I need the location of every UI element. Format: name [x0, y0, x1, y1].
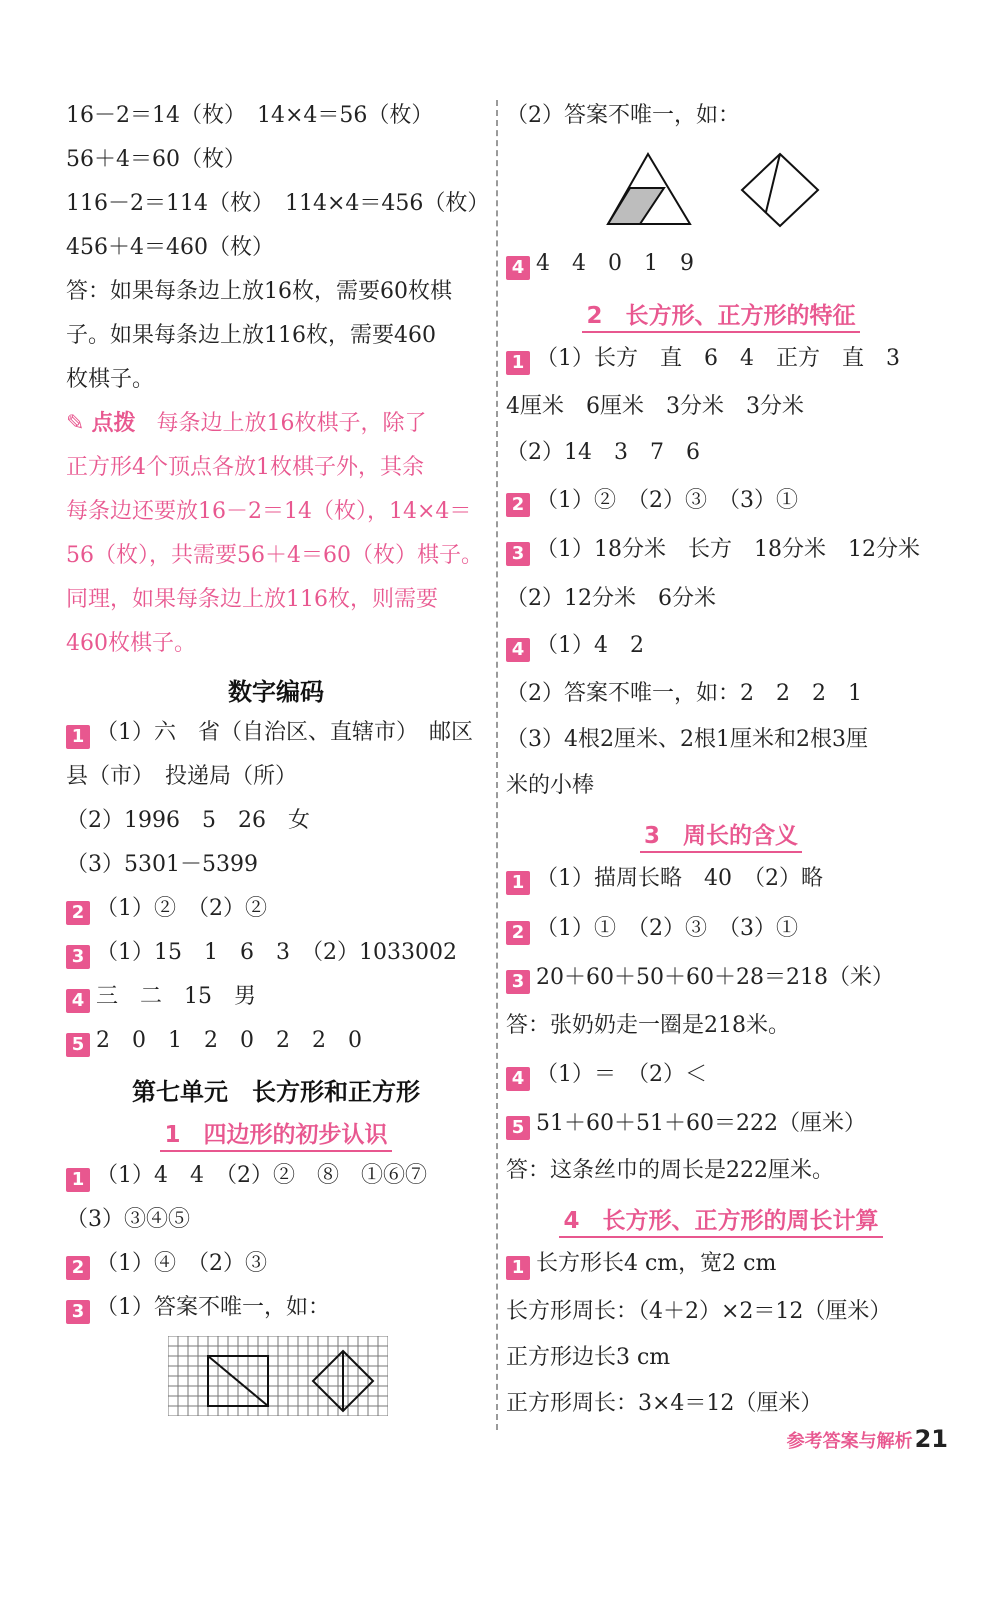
- answer-item: [506, 1249, 776, 1280]
- page-number: 21: [914, 1425, 948, 1453]
- question-number: 1: [66, 725, 90, 749]
- answer-text: 51＋60＋51＋60＝222（厘米）: [536, 1111, 866, 1136]
- hint-line: 每条边还要放16－2＝14（枚），14×4＝: [66, 499, 472, 524]
- hint-line: 460枚棋子。: [66, 631, 196, 656]
- answer-line: 子。如果每条边上放116枚，需要460: [66, 323, 436, 348]
- answer-text: （2）1996 5 26 女: [66, 808, 310, 833]
- column-divider: [496, 100, 498, 1430]
- question-number: 2: [66, 1256, 90, 1280]
- answer-item: [506, 771, 594, 801]
- question-number: 3: [506, 970, 530, 994]
- subsection-title: [506, 1202, 936, 1235]
- hint-line: 同理，如果每条边上放116枚，则需要: [66, 587, 438, 612]
- question-number: 1: [506, 351, 530, 375]
- hint-label: 点拨: [91, 411, 136, 436]
- answer-item: [506, 679, 862, 709]
- section-title: 数字编码: [228, 678, 324, 706]
- question-number: 1: [506, 871, 530, 895]
- answer-text: 20＋60＋50＋60＋28＝218（米）: [536, 965, 894, 990]
- question-number: 3: [66, 945, 90, 969]
- answer-text: （1）① （2）③ （3）①: [536, 916, 798, 941]
- question-number: 4: [506, 638, 530, 662]
- calc-line: 56＋4＝60（枚）: [66, 147, 246, 172]
- answer-text: 县（市） 投递局（所）: [66, 764, 298, 789]
- answer-text: （2）答案不唯一，如：2 2 2 1: [506, 681, 862, 706]
- answer-item: [506, 1297, 891, 1327]
- answer-item: [66, 894, 267, 925]
- answer-text: （1）长方 直 6 4 正方 直 3: [536, 346, 900, 371]
- question-number: 4: [506, 1067, 530, 1091]
- calc-line: 116－2＝114（枚） 114×4＝456（枚）: [66, 191, 490, 216]
- answer-text: 2 0 1 2 0 2 2 0: [96, 1028, 362, 1053]
- answer-item: [506, 864, 823, 895]
- subsection-title: [506, 817, 936, 850]
- hint-line: 正方形4个顶点各放1枚棋子外，其余: [66, 455, 424, 480]
- calc-line: 16－2＝14（枚） 14×4＝56（枚）: [66, 103, 434, 128]
- answer-text: （1）② （2）③ （3）①: [536, 488, 798, 513]
- answer-line: 枚棋子。: [66, 367, 155, 392]
- answer-item: [506, 725, 868, 755]
- pencil-icon: ✎: [66, 411, 85, 436]
- subsection-title-text: 1 四边形的初步认识: [160, 1122, 391, 1152]
- subsection-title-text: 4 长方形、正方形的周长计算: [559, 1208, 882, 1238]
- answer-item: [66, 1249, 267, 1280]
- answer-item: [506, 486, 798, 517]
- subsection-title: [506, 297, 936, 330]
- answer-item: [506, 1343, 670, 1373]
- page-footer: [787, 1425, 948, 1453]
- answer-text: （3）③④⑤: [66, 1207, 190, 1232]
- answer-item: [66, 1026, 362, 1057]
- grid-diagram: [168, 1336, 388, 1416]
- question-number: 2: [66, 901, 90, 925]
- answer-item: [66, 1293, 330, 1324]
- answer-line: 答：如果每条边上放16枚，需要60枚棋: [66, 279, 452, 304]
- question-number: 2: [506, 493, 530, 517]
- subsection-title-text: 3 周长的含义: [640, 823, 802, 853]
- question-number: 3: [506, 542, 530, 566]
- answer-text: （2）14 3 7 6: [506, 440, 700, 465]
- answer-item: [506, 1109, 866, 1140]
- answer-line: （2）答案不唯一，如：: [506, 103, 740, 128]
- question-number: 3: [66, 1300, 90, 1324]
- answer-text: 米的小棒: [506, 773, 595, 798]
- shapes-diagram: [606, 152, 826, 232]
- hint-line: 56（枚），共需要56＋4＝60（枚）棋子。: [66, 543, 483, 568]
- question-number: 4: [66, 989, 90, 1013]
- answer-text: （1）描周长略 40 （2）略: [536, 866, 823, 891]
- answer-item: [506, 535, 920, 566]
- answer-item: [506, 631, 644, 662]
- question-number: 2: [506, 921, 530, 945]
- answer-text: （1）4 2: [536, 633, 644, 658]
- answer-text: （1）18分米 长方 18分米 12分米: [536, 537, 920, 562]
- answer-item: [506, 392, 804, 422]
- answer-text: （2）12分米 6分米: [506, 586, 716, 611]
- answer-text: 长方形周长：（4＋2）×2＝12（厘米）: [506, 1299, 892, 1324]
- answer-text: 正方形周长：3×4＝12（厘米）: [506, 1391, 823, 1416]
- subsection-title-text: 2 长方形、正方形的特征: [582, 303, 859, 333]
- answer-item: [66, 1205, 190, 1235]
- answer-text: （1）4 4 （2）② ⑧ ①⑥⑦: [96, 1163, 427, 1188]
- answer-text: 答：张奶奶走一圈是218米。: [506, 1013, 790, 1038]
- answer-item: [506, 914, 798, 945]
- answer-text: 4 4 0 1 9: [536, 251, 694, 276]
- hint-text: 每条边上放16枚棋子，除了: [156, 411, 427, 436]
- answer-text: （3）4根2厘米、2根1厘米和2根3厘: [506, 727, 868, 752]
- calc-line: 456＋4＝460（枚）: [66, 235, 274, 260]
- answer-item: [66, 806, 310, 836]
- answer-item: [66, 718, 473, 749]
- answer-text: （1）六 省（自治区、直辖市） 邮区: [96, 720, 473, 745]
- answer-text: （1）＝ （2）＜: [536, 1062, 707, 1087]
- answer-text: （1）④ （2）③: [96, 1251, 267, 1276]
- answer-item: [506, 963, 894, 994]
- answer-item: [506, 584, 716, 614]
- answer-text: 4厘米 6厘米 3分米 3分米: [506, 394, 804, 419]
- answer-text: （1）② （2）②: [96, 896, 267, 921]
- subsection-title: [66, 1116, 486, 1149]
- answer-item: [506, 249, 694, 280]
- answer-item: [506, 438, 700, 468]
- answer-text: 正方形边长3 cm: [506, 1345, 671, 1370]
- answer-text: （1）答案不唯一，如：: [96, 1295, 330, 1320]
- question-number: 5: [66, 1033, 90, 1057]
- answer-item: [506, 1389, 822, 1419]
- answer-text: （3）5301－5399: [66, 852, 258, 877]
- answer-text: 长方形长4 cm，宽2 cm: [536, 1251, 777, 1276]
- answer-item: [506, 344, 900, 375]
- answer-item: [66, 982, 256, 1013]
- answer-item: [66, 762, 297, 792]
- answer-item: [506, 1011, 790, 1041]
- question-number: 1: [506, 1256, 530, 1280]
- unit-title: 第七单元 长方形和正方形: [132, 1078, 420, 1106]
- answer-text: 三 二 15 男: [96, 984, 256, 1009]
- answer-item: [66, 850, 258, 880]
- question-number: 5: [506, 1116, 530, 1140]
- question-number: 1: [66, 1168, 90, 1192]
- footer-label: 参考答案与解析: [786, 1431, 913, 1452]
- answer-text: （1）15 1 6 3 （2）1033002: [96, 940, 457, 965]
- answer-item: [66, 1161, 427, 1192]
- answer-item: [66, 938, 457, 969]
- answer-text: 答：这条丝巾的周长是222厘米。: [506, 1158, 834, 1183]
- answer-item: [506, 1060, 707, 1091]
- hint-line: [66, 409, 426, 439]
- question-number: 4: [506, 256, 530, 280]
- answer-item: [506, 1156, 834, 1186]
